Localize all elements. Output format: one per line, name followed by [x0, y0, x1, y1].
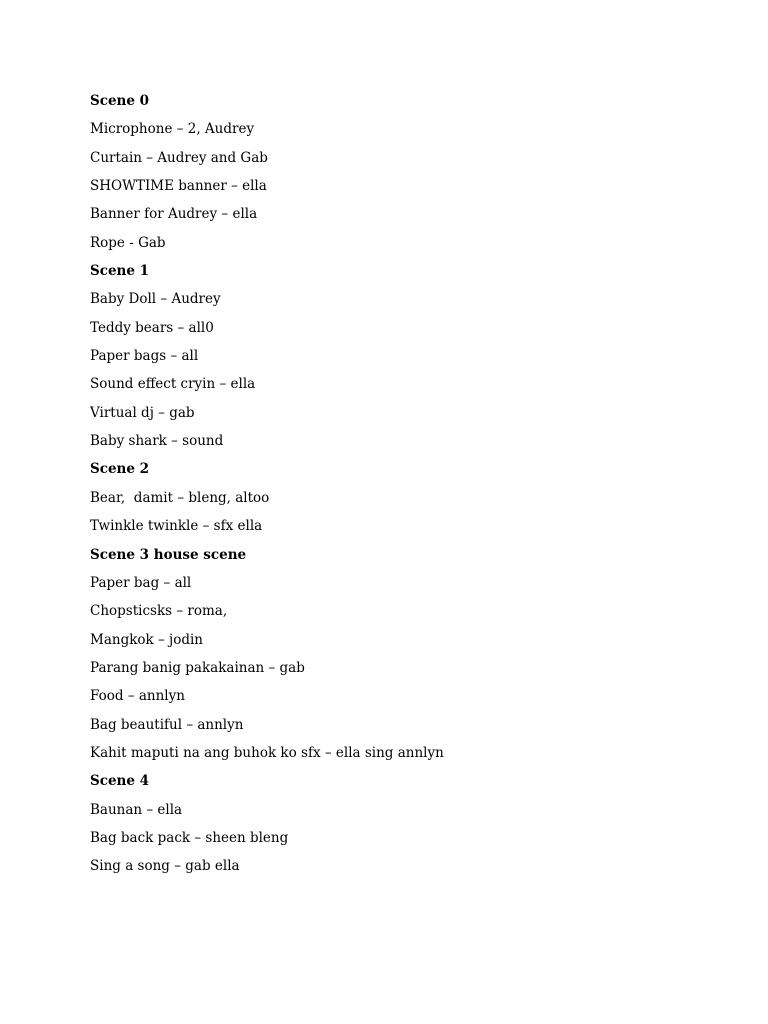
prop-assignment-line: Bag beautiful – annlyn: [90, 716, 244, 733]
scene-heading: Scene 4: [90, 773, 150, 790]
prop-assignment-line: Sound effect cryin – ella: [90, 376, 256, 393]
prop-assignment-line: Teddy bears – all0: [90, 319, 214, 336]
prop-assignment-line: Parang banig pakakainan – gab: [90, 659, 305, 676]
prop-assignment-line: Paper bag – all: [90, 574, 192, 591]
prop-assignment-line: Baby shark – sound: [90, 433, 224, 450]
prop-assignment-line: SHOWTIME banner – ella: [90, 178, 267, 195]
prop-assignment-line: Mangkok – jodin: [90, 631, 203, 648]
prop-assignment-line: Bear, damit – bleng, altoo: [90, 489, 270, 506]
prop-assignment-line: Chopsticsks – roma,: [90, 603, 228, 620]
prop-assignment-line: Baby Doll – Audrey: [90, 291, 221, 308]
scene-heading: Scene 1: [90, 263, 150, 280]
prop-assignment-line: Microphone – 2, Audrey: [90, 121, 255, 138]
prop-assignment-line: Paper bags – all: [90, 348, 199, 365]
prop-assignment-line: Rope - Gab: [90, 234, 166, 251]
prop-assignment-line: Twinkle twinkle – sfx ella: [90, 518, 263, 535]
prop-assignment-line: Food – annlyn: [90, 688, 185, 705]
prop-assignment-line: Bag back pack – sheen bleng: [90, 829, 289, 846]
document-body: [90, 87, 710, 881]
prop-assignment-line: Baunan – ella: [90, 801, 183, 818]
scene-heading: Scene 0: [90, 93, 150, 109]
prop-assignment-line: Sing a song – gab ella: [90, 858, 240, 875]
scene-heading: Scene 2: [90, 461, 150, 478]
scene-heading: Scene 3 house scene: [90, 546, 247, 563]
prop-assignment-line: Kahit maputi na ang buhok ko sfx – ella sing annlyn: [90, 744, 444, 761]
prop-assignment-line: Virtual dj – gab: [90, 404, 195, 421]
prop-assignment-line: Curtain – Audrey and Gab: [90, 149, 268, 166]
prop-assignment-line: Banner for Audrey – ella: [90, 206, 258, 223]
